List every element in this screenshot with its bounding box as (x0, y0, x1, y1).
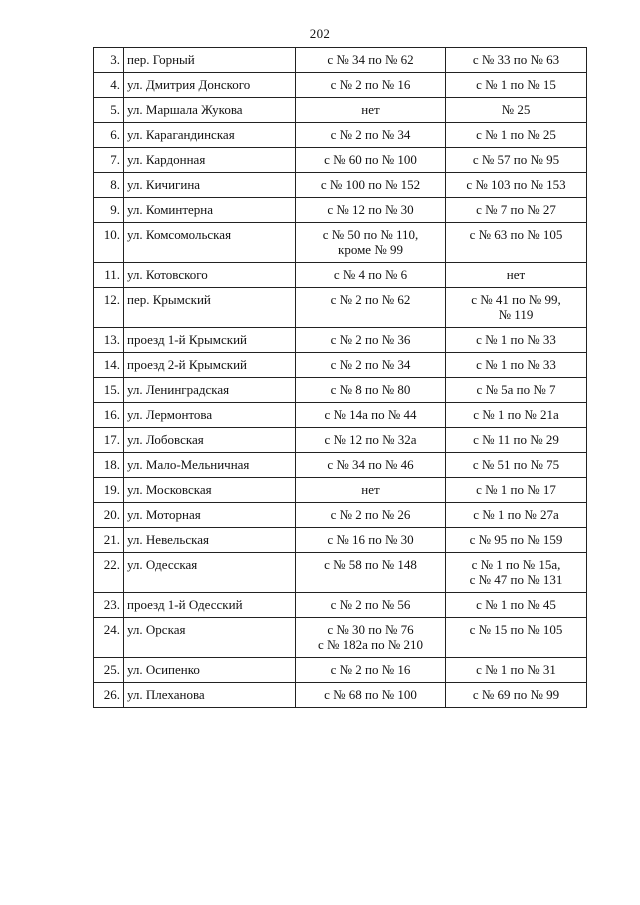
table-row (94, 353, 587, 378)
street-name: пер. Горный (124, 48, 296, 73)
range-line: кроме № 99 (338, 242, 403, 257)
range-line: с № 33 по № 63 (472, 52, 560, 67)
house-range-even-side (296, 658, 446, 683)
range-line: с № 58 по № 148 (324, 557, 417, 572)
house-range-even-side (296, 478, 446, 503)
table-row (94, 48, 587, 73)
row-number: 19. (94, 478, 124, 503)
house-range-even-side (296, 553, 446, 593)
house-range-odd-side (446, 198, 587, 223)
range-line: с № 47 по № 131 (469, 572, 563, 587)
street-name: ул. Коминтерна (124, 198, 296, 223)
table-row (94, 478, 587, 503)
row-number: 16. (94, 403, 124, 428)
house-range-even-side (296, 123, 446, 148)
house-range-even-side (296, 173, 446, 198)
house-range-even-side (296, 223, 446, 263)
range-line: с № 1 по № 27а (473, 507, 559, 522)
street-name: проезд 1-й Одесский (124, 593, 296, 618)
range-line: с № 1 по № 45 (476, 597, 556, 612)
street-name: ул. Ленинградская (124, 378, 296, 403)
house-range-odd-side (446, 48, 587, 73)
range-line: с № 30 по № 76 (327, 622, 414, 637)
house-range-odd-side (446, 478, 587, 503)
table-row (94, 403, 587, 428)
range-line: с № 1 по № 33 (476, 332, 556, 347)
row-number: 15. (94, 378, 124, 403)
house-range-even-side (296, 428, 446, 453)
street-name: ул. Осипенко (124, 658, 296, 683)
range-line: с № 2 по № 36 (330, 332, 411, 347)
row-number: 10. (94, 223, 124, 263)
row-number: 6. (94, 123, 124, 148)
range-line: с № 1 по № 31 (476, 662, 556, 677)
house-range-odd-side (446, 593, 587, 618)
range-line: с № 2 по № 34 (330, 127, 411, 142)
house-range-odd-side (446, 683, 587, 708)
row-number: 8. (94, 173, 124, 198)
house-range-odd-side (446, 658, 587, 683)
table-row (94, 328, 587, 353)
table-row (94, 173, 587, 198)
house-range-even-side (296, 288, 446, 328)
range-line: с № 4 по № 6 (333, 267, 408, 282)
row-number: 23. (94, 593, 124, 618)
table-row (94, 453, 587, 478)
range-line: с № 14а по № 44 (324, 407, 417, 422)
house-range-odd-side (446, 378, 587, 403)
street-name: ул. Моторная (124, 503, 296, 528)
range-line: с № 63 по № 105 (469, 227, 563, 242)
range-line: с № 1 по № 15 (476, 77, 556, 92)
range-line: с № 2 по № 16 (330, 662, 411, 677)
table-row (94, 73, 587, 98)
range-line: с № 103 по № 153 (466, 177, 566, 192)
row-number: 21. (94, 528, 124, 553)
street-name: проезд 2-й Крымский (124, 353, 296, 378)
street-name: пер. Крымский (124, 288, 296, 328)
street-name: проезд 1-й Крымский (124, 328, 296, 353)
house-range-odd-side (446, 453, 587, 478)
range-line: нет (506, 267, 526, 282)
house-range-odd-side (446, 528, 587, 553)
range-line: с № 34 по № 46 (327, 457, 414, 472)
house-range-even-side (296, 618, 446, 658)
street-name: ул. Котовского (124, 263, 296, 288)
street-name: ул. Плеханова (124, 683, 296, 708)
table-row (94, 503, 587, 528)
range-line: с № 2 по № 62 (330, 292, 411, 307)
table-row (94, 528, 587, 553)
range-line: нет (361, 482, 380, 497)
table-row (94, 223, 587, 263)
house-range-odd-side (446, 428, 587, 453)
range-line: с № 50 по № 110, (322, 227, 419, 242)
street-name: ул. Московская (124, 478, 296, 503)
table-row (94, 428, 587, 453)
row-number: 14. (94, 353, 124, 378)
range-line: № 119 (498, 307, 534, 322)
street-name: ул. Одесская (124, 553, 296, 593)
range-line: с № 7 по № 27 (476, 202, 556, 217)
house-range-odd-side (446, 223, 587, 263)
range-line: с № 5а по № 7 (476, 382, 556, 397)
range-line: с № 12 по № 32а (324, 432, 417, 447)
house-range-even-side (296, 353, 446, 378)
range-line: с № 1 по № 15а, (471, 557, 561, 572)
house-range-even-side (296, 198, 446, 223)
range-line: № 25 (501, 102, 531, 117)
range-line: с № 57 по № 95 (472, 152, 560, 167)
house-range-even-side (296, 528, 446, 553)
range-line: с № 2 по № 26 (330, 507, 411, 522)
range-line: с № 2 по № 56 (330, 597, 411, 612)
table-row (94, 288, 587, 328)
house-range-odd-side (446, 288, 587, 328)
house-range-even-side (296, 148, 446, 173)
row-number: 4. (94, 73, 124, 98)
house-range-even-side (296, 403, 446, 428)
house-range-even-side (296, 593, 446, 618)
street-name: ул. Карагандинская (124, 123, 296, 148)
range-line: с № 182а по № 210 (317, 637, 424, 652)
street-name: ул. Комсомольская (124, 223, 296, 263)
street-name: ул. Орская (124, 618, 296, 658)
range-line: с № 41 по № 99, (471, 292, 561, 307)
table-row (94, 658, 587, 683)
row-number: 17. (94, 428, 124, 453)
row-number: 25. (94, 658, 124, 683)
house-range-even-side (296, 683, 446, 708)
house-range-odd-side (446, 98, 587, 123)
house-range-even-side (296, 73, 446, 98)
house-range-odd-side (446, 328, 587, 353)
table-row (94, 263, 587, 288)
house-range-even-side (296, 453, 446, 478)
range-line: с № 12 по № 30 (327, 202, 414, 217)
house-range-odd-side (446, 553, 587, 593)
house-range-even-side (296, 328, 446, 353)
street-name: ул. Дмитрия Донского (124, 73, 296, 98)
range-line: с № 68 по № 100 (324, 687, 417, 702)
range-line: с № 60 по № 100 (324, 152, 417, 167)
house-range-odd-side (446, 403, 587, 428)
row-number: 9. (94, 198, 124, 223)
house-range-even-side (296, 378, 446, 403)
house-range-odd-side (446, 148, 587, 173)
house-range-even-side (296, 98, 446, 123)
range-line: с № 34 по № 62 (327, 52, 414, 67)
street-name: ул. Кичигина (124, 173, 296, 198)
street-name: ул. Лобовская (124, 428, 296, 453)
house-range-even-side (296, 48, 446, 73)
street-name: ул. Мало-Мельничная (124, 453, 296, 478)
street-name: ул. Невельская (124, 528, 296, 553)
range-line: с № 51 по № 75 (472, 457, 560, 472)
house-range-odd-side (446, 618, 587, 658)
house-range-odd-side (446, 503, 587, 528)
row-number: 20. (94, 503, 124, 528)
house-range-even-side (296, 263, 446, 288)
house-range-odd-side (446, 123, 587, 148)
range-line: с № 69 по № 99 (472, 687, 560, 702)
range-line: нет (361, 102, 380, 117)
house-range-even-side (296, 503, 446, 528)
row-number: 18. (94, 453, 124, 478)
page-number: 202 (309, 26, 331, 41)
range-line: с № 11 по № 29 (473, 432, 559, 447)
table-row (94, 148, 587, 173)
range-line: с № 2 по № 34 (330, 357, 411, 372)
house-range-odd-side (446, 73, 587, 98)
streets-table (93, 47, 587, 708)
range-line: с № 100 по № 152 (320, 177, 421, 192)
house-range-odd-side (446, 263, 587, 288)
row-number: 13. (94, 328, 124, 353)
row-number: 22. (94, 553, 124, 593)
range-line: с № 8 по № 80 (330, 382, 411, 397)
range-line: с № 15 по № 105 (469, 622, 563, 637)
table-row (94, 98, 587, 123)
range-line: с № 16 по № 30 (327, 532, 414, 547)
row-number: 11. (94, 263, 124, 288)
table-body (94, 48, 587, 708)
range-line: с № 2 по № 16 (330, 77, 411, 92)
street-name: ул. Маршала Жукова (124, 98, 296, 123)
range-line: с № 1 по № 33 (476, 357, 556, 372)
row-number: 5. (94, 98, 124, 123)
table-row (94, 123, 587, 148)
row-number: 24. (94, 618, 124, 658)
range-line: с № 95 по № 159 (469, 532, 563, 547)
street-name: ул. Лермонтова (124, 403, 296, 428)
street-name: ул. Кардонная (124, 148, 296, 173)
table-row (94, 378, 587, 403)
row-number: 12. (94, 288, 124, 328)
table-row (94, 553, 587, 593)
table-row (94, 593, 587, 618)
range-line: с № 1 по № 25 (476, 127, 556, 142)
house-range-odd-side (446, 173, 587, 198)
row-number: 3. (94, 48, 124, 73)
house-range-odd-side (446, 353, 587, 378)
range-line: с № 1 по № 21а (473, 407, 559, 422)
table-row (94, 683, 587, 708)
row-number: 26. (94, 683, 124, 708)
range-line: с № 1 по № 17 (476, 482, 556, 497)
table-row (94, 198, 587, 223)
table-row (94, 618, 587, 658)
row-number: 7. (94, 148, 124, 173)
